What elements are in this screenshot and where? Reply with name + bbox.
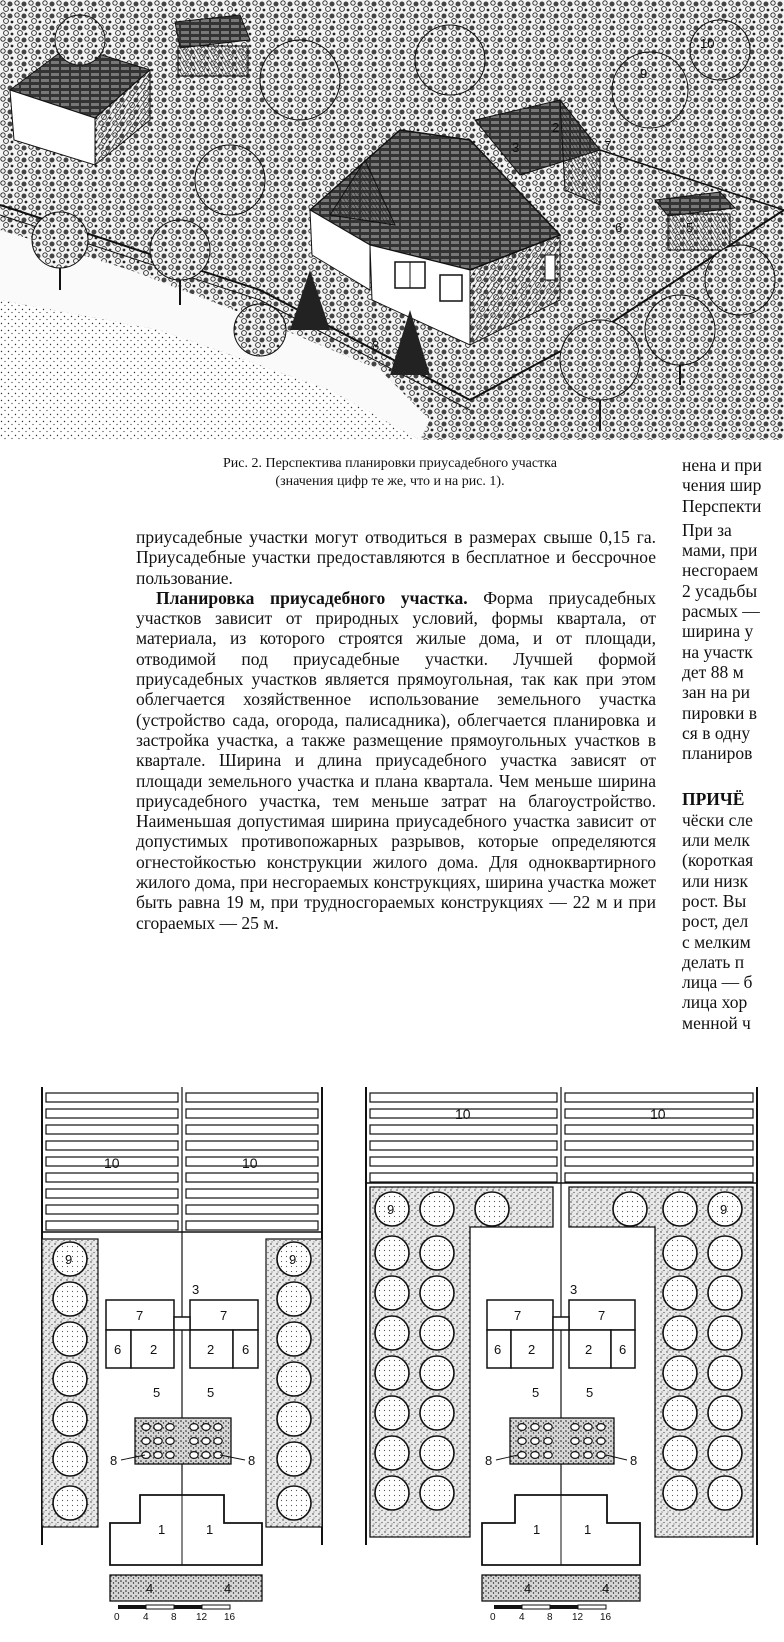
right-line: ся в одну [682, 722, 751, 743]
left-label-8r: 8 [248, 1453, 256, 1468]
paragraph-2-body: Форма приусадебных участков зависит от природных условий, формы квартала, от материала, из которого строятся жилые дома, и от площади, отводимой под приусадебные участки. Лучшей формой приусадебных участков является прямоугольная, так как при этом облегчается хозяйственное использование земельного участка (устройство сада, огорода, палисадника), облегчается планировка и застройка участка, а также размещение прямоугольных участков в квартале. Ширина и длина приусадебного участка зависят от площади земельного участка и плана квартала. Чем меньше ширина приусадебного участка, тем меньше затрат на благоустройство. Наименьшая допустимая ширина приусадебного участка зависит от допустимых противопожарных разрывов, которые определяются огнестойкостью конструкции жилого дома. Для одноквартирного жилого дома, при несгораемых конструкциях, ширина участка может быть равна 19 м, при трудносгораемых конструкциях — 22 м и при сгораемых — 25 м. [136, 587, 656, 933]
right-label-8l: 8 [485, 1453, 493, 1468]
right-line: рост. Вы [682, 890, 747, 911]
right-label-4r: 4 [602, 1581, 610, 1596]
right-text-column [682, 455, 784, 1033]
right-label-7l: 7 [514, 1308, 522, 1323]
illus-num-7: 7 [604, 138, 612, 153]
right-label-4l: 4 [524, 1581, 532, 1596]
right-line: зан на ри [682, 682, 751, 703]
section-heading: Планировка приусадебного участка. [156, 587, 468, 608]
left-label-2l: 2 [150, 1342, 158, 1357]
right-plan [366, 1087, 757, 1623]
right-label-6l: 6 [494, 1342, 502, 1357]
right-line: или мелк [682, 830, 750, 851]
left-label-1l: 1 [158, 1522, 166, 1537]
left-label-garden-r: 10 [242, 1155, 258, 1171]
right-line: нена и при [682, 455, 762, 475]
right-line: на участк [682, 641, 753, 662]
right-line: мами, при [682, 540, 758, 561]
left-label-3: 3 [192, 1282, 200, 1297]
right-label-6r: 6 [619, 1342, 627, 1357]
main-text-column [136, 527, 656, 933]
left-label-1r: 1 [206, 1522, 214, 1537]
left-label-6r: 6 [242, 1342, 250, 1357]
right-scale-16: 16 [600, 1612, 612, 1623]
right-scale-12: 12 [572, 1612, 584, 1623]
left-label-7r: 7 [220, 1308, 228, 1323]
right-label-5l: 5 [532, 1385, 540, 1400]
left-label-2r: 2 [207, 1342, 215, 1357]
left-label-garden-l: 10 [104, 1155, 120, 1171]
right-line: чения шир [682, 475, 762, 496]
right-label-garden-r: 10 [650, 1106, 666, 1122]
right-line: 2 усадьбы [682, 580, 758, 601]
paragraph-2 [136, 588, 656, 933]
right-scale-bar [490, 1605, 612, 1623]
figure-caption [130, 455, 650, 491]
right-line: рост, дел [682, 911, 749, 932]
caption-line-1: Рис. 2. Перспектива планировки приусадебного участка [222, 456, 557, 471]
paragraph-1: приусадебные участки могут отводиться в размерах свыше 0,15 га. Приусадебные участки предоставляются в бесплатное и бессрочное пользование. [136, 527, 656, 588]
right-line: (короткая [682, 850, 754, 871]
left-label-4r: 4 [224, 1581, 232, 1596]
illus-num-5: 5 [686, 220, 694, 235]
right-line: с мелким [682, 931, 751, 952]
left-scale-16: 16 [224, 1612, 236, 1623]
right-label-2l: 2 [528, 1342, 536, 1357]
left-scale-12: 12 [196, 1612, 208, 1623]
right-scale-8: 8 [547, 1612, 553, 1623]
right-line: менной ч [682, 1012, 751, 1033]
right-label-8r: 8 [630, 1453, 638, 1468]
left-plan [42, 1087, 322, 1623]
illus-num-8: 8 [372, 338, 380, 353]
right-line: пировки в [682, 702, 757, 723]
right-scale-4: 4 [519, 1612, 525, 1623]
left-label-6l: 6 [114, 1342, 122, 1357]
right-line: расмых — [682, 601, 760, 622]
illus-num-2: 2 [552, 120, 560, 135]
right-label-tree-r: 9 [720, 1202, 728, 1217]
left-scale-4: 4 [143, 1612, 149, 1623]
right-scale-0: 0 [490, 1612, 496, 1623]
caption-line-2: (значения цифр те же, что и на рис. 1). [275, 474, 505, 489]
right-line: чёски сле [682, 809, 753, 830]
illus-num-3: 3 [512, 140, 520, 155]
right-line: Перспекти [682, 495, 762, 516]
right-line: или низк [682, 870, 748, 891]
right-label-1l: 1 [533, 1522, 541, 1537]
right-line: делать п [682, 951, 745, 972]
right-line: лица — б [682, 972, 753, 993]
right-label-5r: 5 [586, 1385, 594, 1400]
right-heading: ПРИЧЁ [682, 789, 745, 810]
left-scale-8: 8 [171, 1612, 177, 1623]
right-line: несгораем [682, 560, 759, 581]
right-label-garden-l: 10 [455, 1106, 471, 1122]
illus-num-9: 9 [640, 66, 648, 81]
right-label-2r: 2 [585, 1342, 593, 1357]
right-line: дет 88 м [682, 661, 744, 682]
left-label-7l: 7 [136, 1308, 144, 1323]
right-line: лица хор [682, 992, 748, 1013]
site-plans [0, 1075, 784, 1642]
right-label-3: 3 [570, 1282, 578, 1297]
illus-num-10: 10 [700, 36, 715, 51]
right-label-7r: 7 [598, 1308, 606, 1323]
right-line: При за [682, 519, 732, 540]
illus-num-6: 6 [615, 220, 623, 235]
perspective-illustration [0, 0, 784, 440]
left-scale-0: 0 [114, 1612, 120, 1623]
left-label-tree-l: 9 [65, 1252, 73, 1267]
right-label-tree-l: 9 [387, 1202, 395, 1217]
right-label-1r: 1 [584, 1522, 592, 1537]
right-line: планиров [682, 743, 753, 764]
left-label-5r: 5 [207, 1385, 215, 1400]
right-line: ширина у [682, 621, 754, 642]
left-label-4l: 4 [146, 1581, 154, 1596]
left-label-tree-r: 9 [289, 1252, 297, 1267]
left-label-5l: 5 [153, 1385, 161, 1400]
left-label-8l: 8 [110, 1453, 118, 1468]
left-scale-bar [114, 1605, 236, 1623]
